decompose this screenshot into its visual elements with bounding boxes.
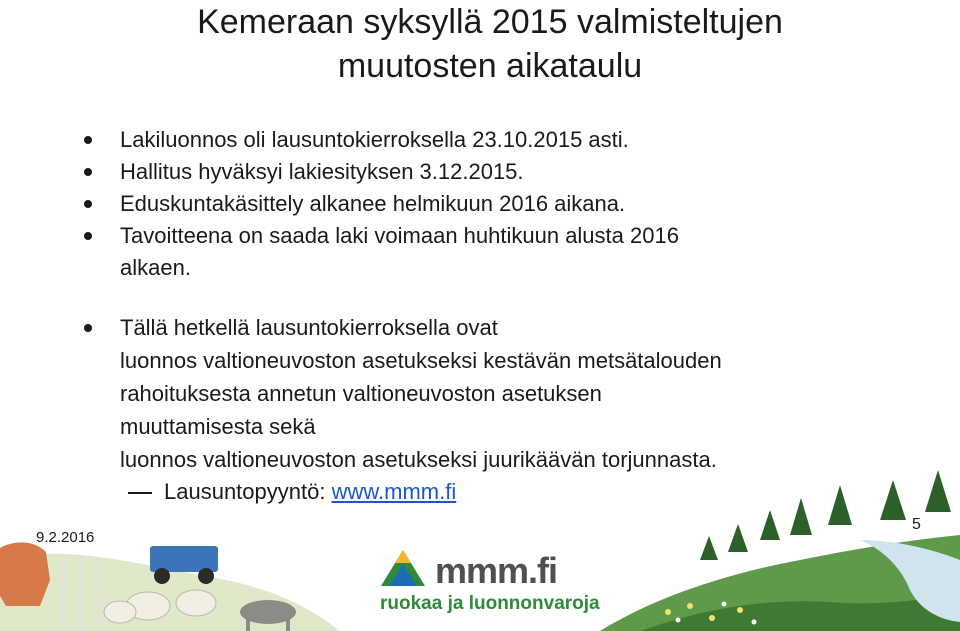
bullet-text: luonnos valtioneuvoston asetukseksi kestävän metsätalouden [120,348,722,373]
footer-date: 9.2.2016 [36,529,95,546]
sub-bullet [128,476,456,508]
bullet-text: muuttamisesta sekä [120,414,316,439]
bullet-dot [84,136,92,144]
bullet-text: alkaen. [120,255,191,280]
mmm-link[interactable]: www.mmm.fi [331,479,457,504]
bullet-text: luonnos valtioneuvoston asetukseksi juurikäävän torjunnasta. [120,447,717,472]
bullet-dot [84,200,92,208]
title-line: muutosten aikataulu [337,47,643,85]
dash-marker [128,492,152,494]
logo-word: mmm.fi [435,550,558,591]
page-number: 5 [912,516,921,533]
bullet-text: rahoituksesta annetun valtioneuvoston asetuksen [120,381,602,406]
title-line: Kemeraan syksyllä 2015 valmisteltujen [197,3,783,41]
bullet-dot [84,168,92,176]
sub-bullet-label: Lausuntopyyntö: [164,479,332,504]
slide-title [80,0,900,88]
logo-mark-icon [375,546,431,592]
bullet-text: Tällä hetkellä lausuntokierroksella ovat [120,315,498,340]
bullet-text: Eduskuntakäsittely alkanee helmikuun 2016 aikana. [120,191,626,216]
cow-icon [0,542,50,606]
tractor-icon [150,546,218,572]
bullet-dot [84,324,92,332]
bullet-text: Hallitus hyväksyi lakiesityksen 3.12.2015. [120,159,524,184]
mmm-logo [375,546,600,626]
tractor-wheel-icon [198,568,214,584]
bullet-text: Tavoitteena on saada laki voimaan huhtikuun alusta 2016 [120,223,679,248]
tractor-wheel-icon [154,568,170,584]
bullet-dot [84,232,92,240]
logo-tagline: ruokaa ja luonnonvaroja [380,593,600,614]
bullet-text: Lakiluonnos oli lausuntokierroksella 23.10.2015 asti. [120,127,629,152]
